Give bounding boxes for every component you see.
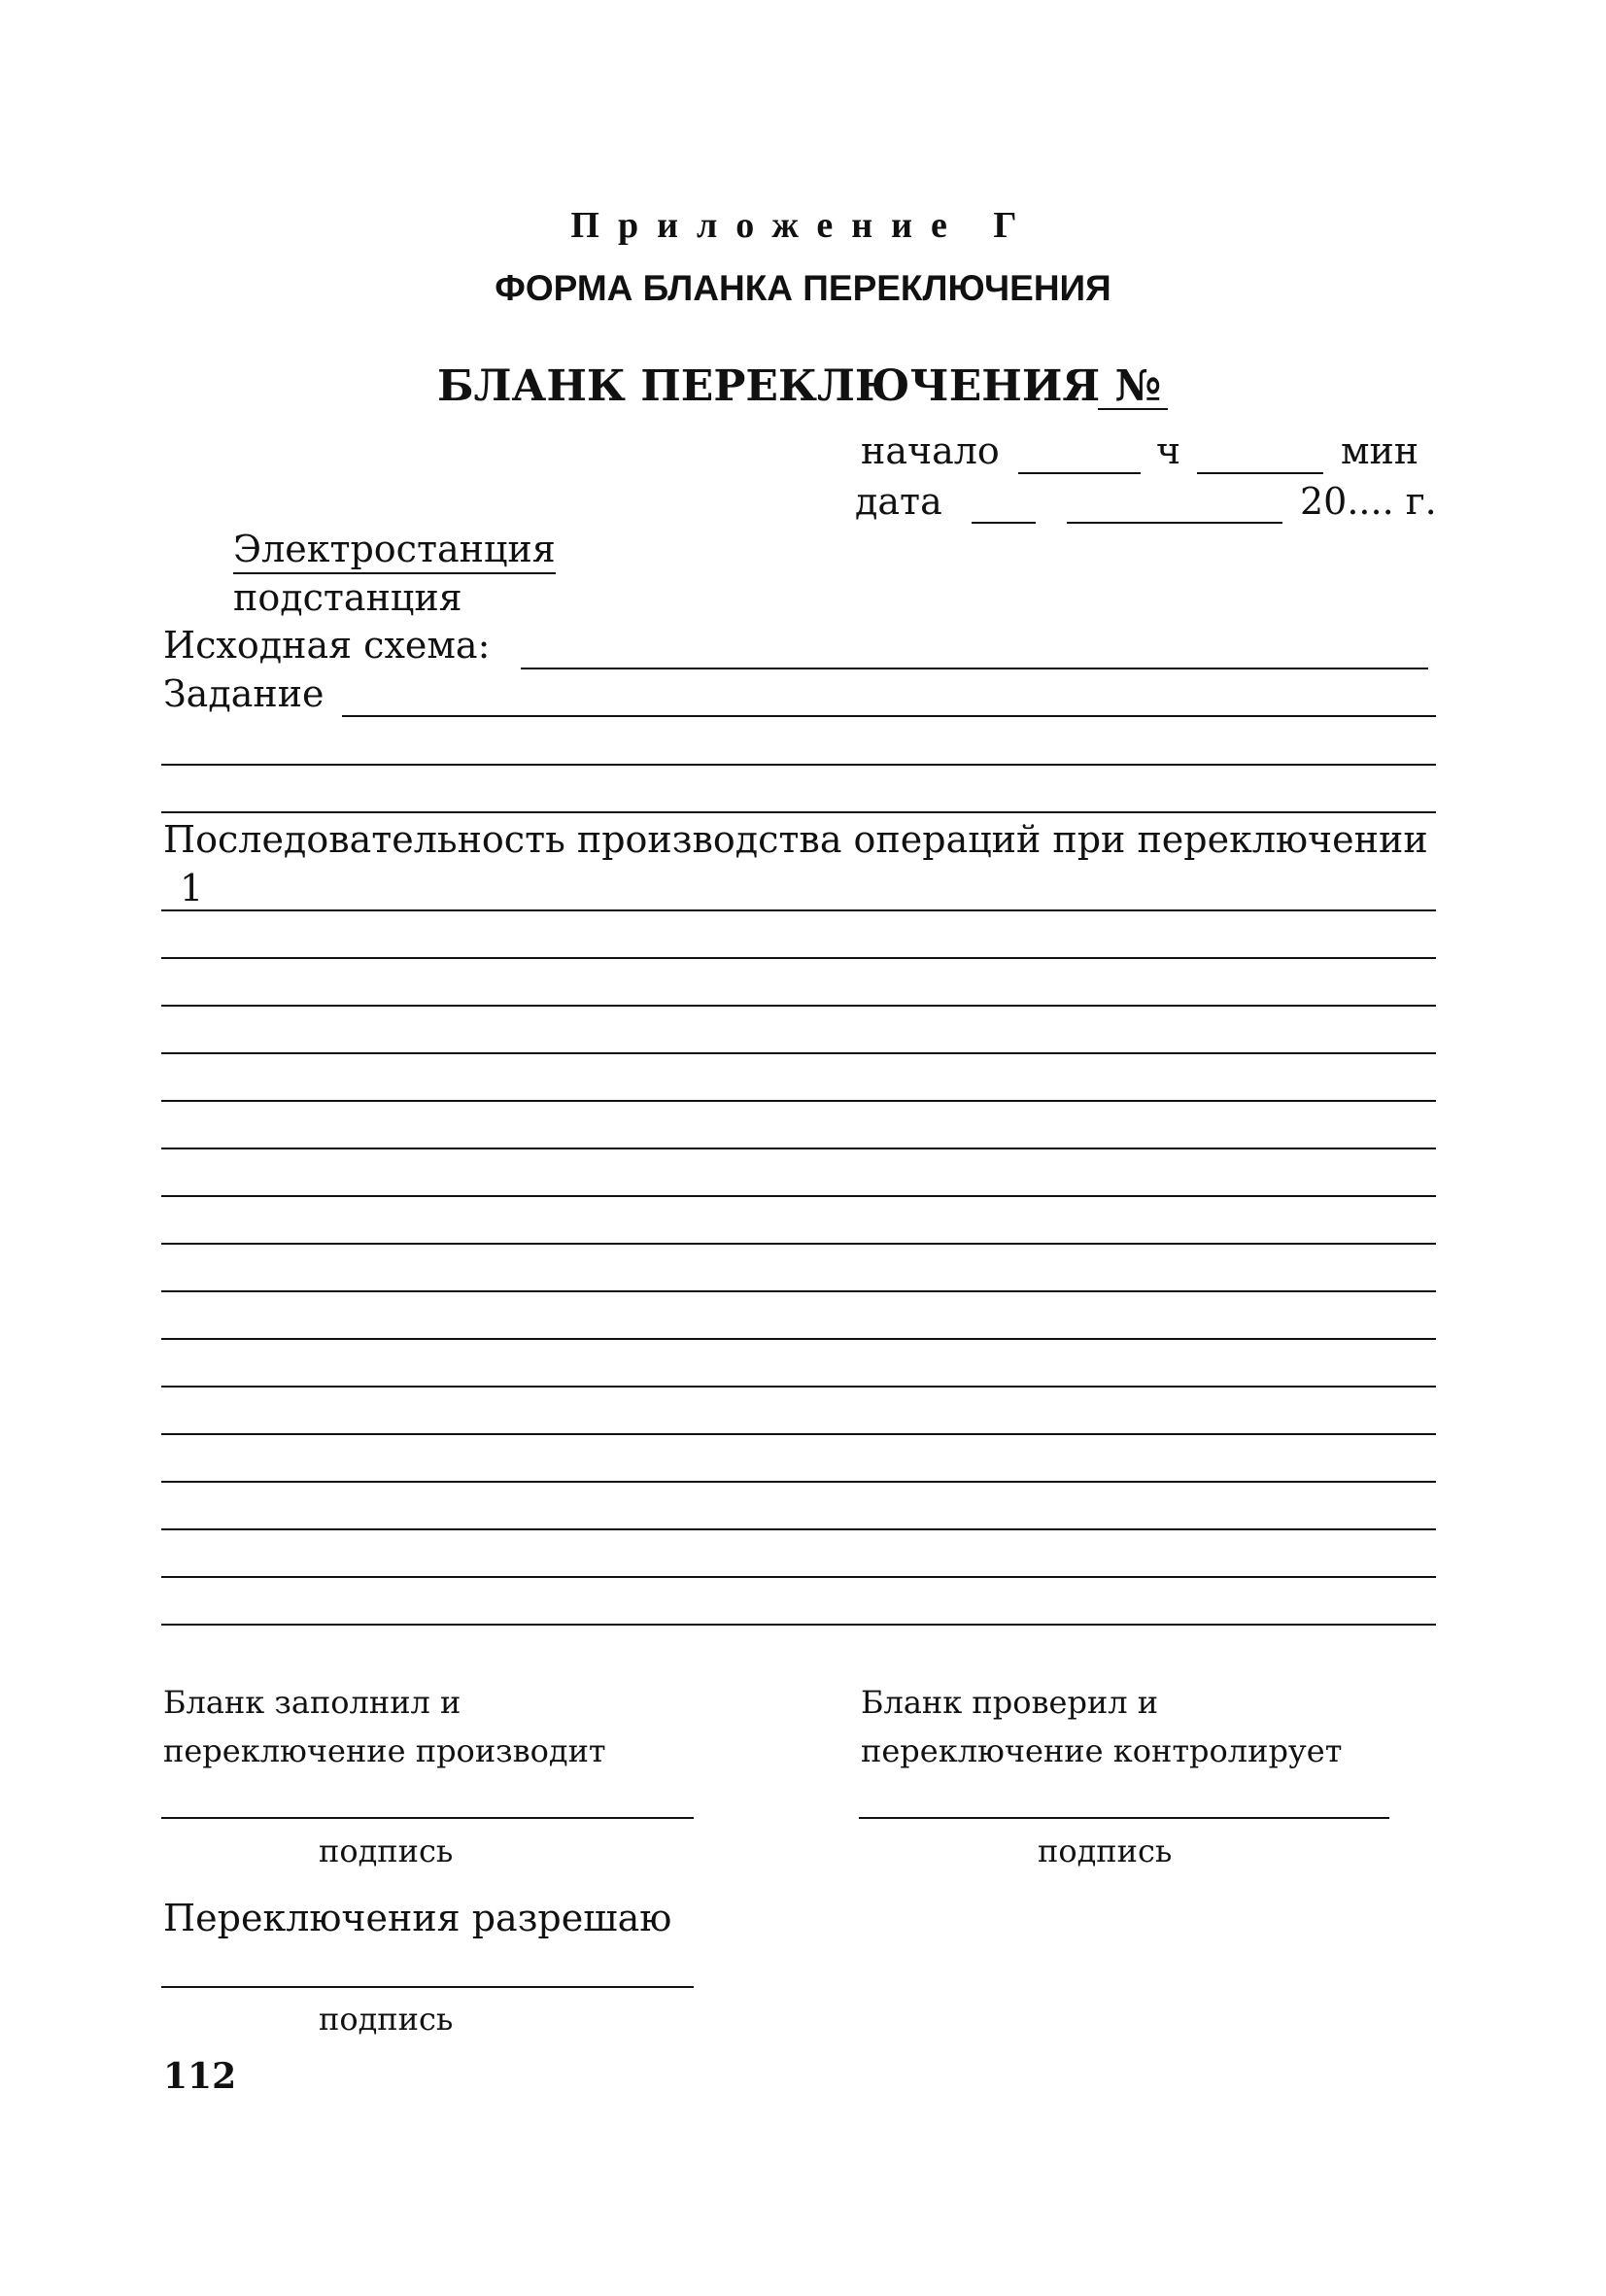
- operation-line[interactable]: [161, 1005, 1436, 1007]
- form-title: ФОРМА БЛАНКА ПЕРЕКЛЮЧЕНИЯ: [495, 268, 1111, 308]
- operation-line[interactable]: [161, 909, 1436, 911]
- hour-label: ч: [1156, 429, 1181, 472]
- signature-caption-right: подпись: [1038, 1833, 1173, 1869]
- year-label: 20.... г.: [1300, 480, 1437, 523]
- date-label: дата: [855, 480, 942, 523]
- signature-field-left[interactable]: [161, 1817, 694, 1819]
- initial-scheme-field[interactable]: [521, 668, 1428, 669]
- task-field-line-3[interactable]: [161, 811, 1436, 813]
- initial-scheme-label: Исходная схема:: [163, 624, 491, 667]
- start-hour-field[interactable]: [1018, 472, 1141, 474]
- signature-caption-left: подпись: [319, 1833, 454, 1869]
- blank-title: БЛАНК ПЕРЕКЛЮЧЕНИЯ №: [437, 361, 1162, 411]
- checked-by-line2: переключение контролирует: [861, 1732, 1343, 1769]
- signature-field-right[interactable]: [859, 1817, 1389, 1819]
- filled-by-line2: переключение производит: [163, 1732, 606, 1769]
- task-label: Задание: [163, 672, 325, 715]
- checked-by-line1: Бланк проверил и: [861, 1684, 1159, 1721]
- operation-line[interactable]: [161, 1528, 1436, 1530]
- date-day-field[interactable]: [972, 522, 1036, 524]
- substation-label: подстанция: [233, 576, 462, 619]
- operation-line[interactable]: [161, 1386, 1436, 1388]
- signature-caption-permit: подпись: [319, 2001, 454, 2038]
- operation-line[interactable]: [161, 1338, 1436, 1340]
- appendix-heading: Приложение Г: [570, 205, 1036, 246]
- page-number: 112: [163, 2056, 237, 2097]
- start-minute-field[interactable]: [1197, 472, 1323, 474]
- date-month-field[interactable]: [1067, 522, 1282, 524]
- task-field-line-2[interactable]: [161, 764, 1436, 766]
- operation-line[interactable]: [161, 1576, 1436, 1578]
- permit-label: Переключения разрешаю: [163, 1897, 672, 1939]
- operation-line[interactable]: [161, 1433, 1436, 1435]
- filled-by-line1: Бланк заполнил и: [163, 1684, 461, 1721]
- operation-number: 1: [180, 867, 204, 909]
- blank-number-field[interactable]: [1098, 408, 1168, 410]
- operation-line[interactable]: [161, 1624, 1436, 1626]
- minute-label: мин: [1341, 429, 1419, 472]
- operation-line[interactable]: [161, 1052, 1436, 1054]
- power-plant-label: Электростанция: [233, 528, 556, 574]
- operation-line[interactable]: [161, 1100, 1436, 1102]
- task-field[interactable]: [342, 715, 1436, 717]
- operations-heading: Последовательность производства операций при переключении: [163, 818, 1428, 861]
- signature-field-permit[interactable]: [161, 1986, 694, 1988]
- operation-line[interactable]: [161, 1243, 1436, 1245]
- operation-line[interactable]: [161, 1148, 1436, 1149]
- operation-line[interactable]: [161, 1290, 1436, 1292]
- operation-line[interactable]: [161, 957, 1436, 959]
- start-label: начало: [861, 429, 1000, 472]
- operation-line[interactable]: [161, 1195, 1436, 1197]
- operation-line[interactable]: [161, 1481, 1436, 1483]
